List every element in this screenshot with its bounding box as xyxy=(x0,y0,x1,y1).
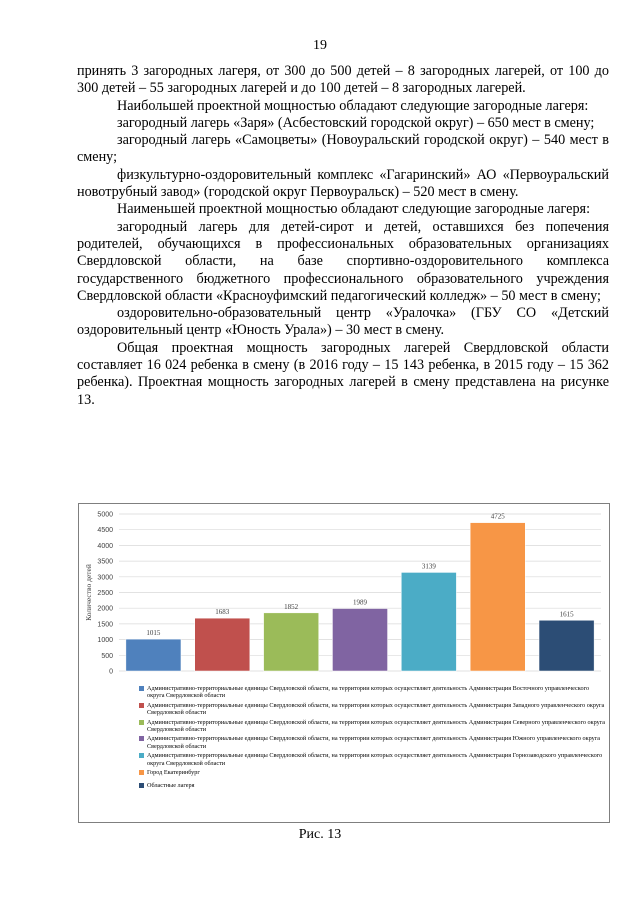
paragraph: загородный лагерь «Самоцветы» (Новоуральский городской округ) – 540 мест в смену; xyxy=(77,132,609,166)
bar-chart xyxy=(78,503,610,823)
legend-label: Административно-территориальные единицы Свердловской области, на территории которых осуществляет деятельность Администрация Восточного управленческого округа Свердловской области xyxy=(147,685,590,700)
legend-item xyxy=(139,702,605,717)
paragraph: оздоровительно-образовательный центр «Уралочка» (ГБУ СО «Детский оздоровительный центр «Юность Урала») – 30 мест в смену. xyxy=(77,305,609,339)
paragraph: Общая проектная мощность загородных лагерей Свердловской области составляет 16 024 ребенка в смену (в 2016 году – 15 143 ребенка, в 2015 году – 15 362 ребенка). Проектная мощность загородных лагерей в смену представлена на рисунке 13. xyxy=(77,339,609,408)
y-tick-label: 0 xyxy=(109,668,113,676)
legend-swatch xyxy=(139,783,144,788)
legend-label: Административно-территориальные единицы Свердловской области, на территории которых осуществляет деятельность Администрация Северного управленческого округа Свердловской области xyxy=(147,718,605,734)
bar xyxy=(401,572,456,671)
data-label: 1989 xyxy=(353,598,367,607)
data-label: 1683 xyxy=(215,608,230,617)
legend-swatch xyxy=(139,686,144,691)
paragraph: загородный лагерь «Заря» (Асбестовский городской округ) – 650 мест в смену; xyxy=(117,114,595,131)
legend-label: Областные лагеря xyxy=(147,782,195,790)
y-tick-label: 3000 xyxy=(97,574,113,582)
y-tick-label: 2000 xyxy=(97,605,113,613)
legend-item xyxy=(139,752,605,767)
y-tick-label: 2500 xyxy=(97,590,113,597)
legend-swatch xyxy=(139,720,144,725)
y-tick-label: 5000 xyxy=(97,511,113,519)
data-label: 3139 xyxy=(421,562,436,571)
chart-legend xyxy=(139,685,605,792)
figure-caption: Рис. 13 xyxy=(298,827,342,842)
paragraph: Наибольшей проектной мощностью обладают следующие загородные лагеря: xyxy=(117,97,589,114)
paragraph: Наименьшей проектной мощностью обладают следующие загородные лагеря: xyxy=(117,201,591,218)
bar xyxy=(539,620,594,671)
data-label: 4725 xyxy=(490,512,505,521)
page-number: 19 xyxy=(313,38,327,53)
y-tick-label: 4000 xyxy=(97,542,113,550)
legend-item xyxy=(139,735,605,750)
legend-item xyxy=(139,782,605,789)
data-label: 1615 xyxy=(559,610,574,619)
bar xyxy=(195,618,250,671)
legend-label: Административно-территориальные единицы Свердловской области, на территории которых осуществляет деятельность Администрация Южного управленческого округа Свердловской области xyxy=(147,735,601,750)
legend-label: Административно-территориальные единицы Свердловской области, на территории которых осуществляет деятельность Администрация Горнозаводского управленческого округа Свердловской области xyxy=(147,752,603,767)
bar xyxy=(264,613,319,671)
bar xyxy=(332,609,387,671)
bar xyxy=(126,639,181,671)
y-tick-label: 4500 xyxy=(97,527,113,535)
y-axis-label: Количество детей xyxy=(84,564,93,621)
legend-swatch xyxy=(139,703,144,708)
paragraph: принять 3 загородных лагеря, от 300 до 500 детей – 8 загородных лагерей, от 100 до 300 детей – 55 загородных лагерей и до 100 детей – 8 загородных лагерей. xyxy=(77,63,609,97)
legend-item xyxy=(139,769,605,776)
legend-swatch xyxy=(139,753,144,758)
legend-swatch xyxy=(139,770,144,775)
legend-swatch xyxy=(139,736,144,741)
paragraph: загородный лагерь для детей-сирот и детей, оставшихся без попечения родителей, обучающихся в профессиональных образовательных организациях Свердловской области, на базе спортивно-оздоровительного комплекса государственного бюджетного профессионального образовательного учреждения Свердловской области «Красноуфимский педагогический колледж» – 50 мест в смену; xyxy=(77,218,609,304)
legend-item xyxy=(139,685,605,700)
paragraph: физкультурно-оздоровительный комплекс «Гагаринский» АО «Первоуральский новотрубный завод» (городской округ Первоуральск) – 520 мест в смену. xyxy=(77,166,609,201)
bar xyxy=(470,523,525,671)
legend-label: Город Екатеринбург xyxy=(147,769,200,777)
data-label: 1015 xyxy=(146,629,161,638)
y-tick-label: 3500 xyxy=(97,558,113,566)
y-tick-label: 500 xyxy=(101,652,113,660)
body-text xyxy=(77,63,609,409)
data-label: 1852 xyxy=(284,602,299,611)
y-tick-label: 1500 xyxy=(97,621,113,629)
legend-item xyxy=(139,719,605,734)
y-tick-label: 1000 xyxy=(97,637,113,645)
legend-label: Административно-территориальные единицы Свердловской области, на территории которых осуществляет деятельность Администрация Западного управленческого округа Свердловской области xyxy=(147,701,605,717)
